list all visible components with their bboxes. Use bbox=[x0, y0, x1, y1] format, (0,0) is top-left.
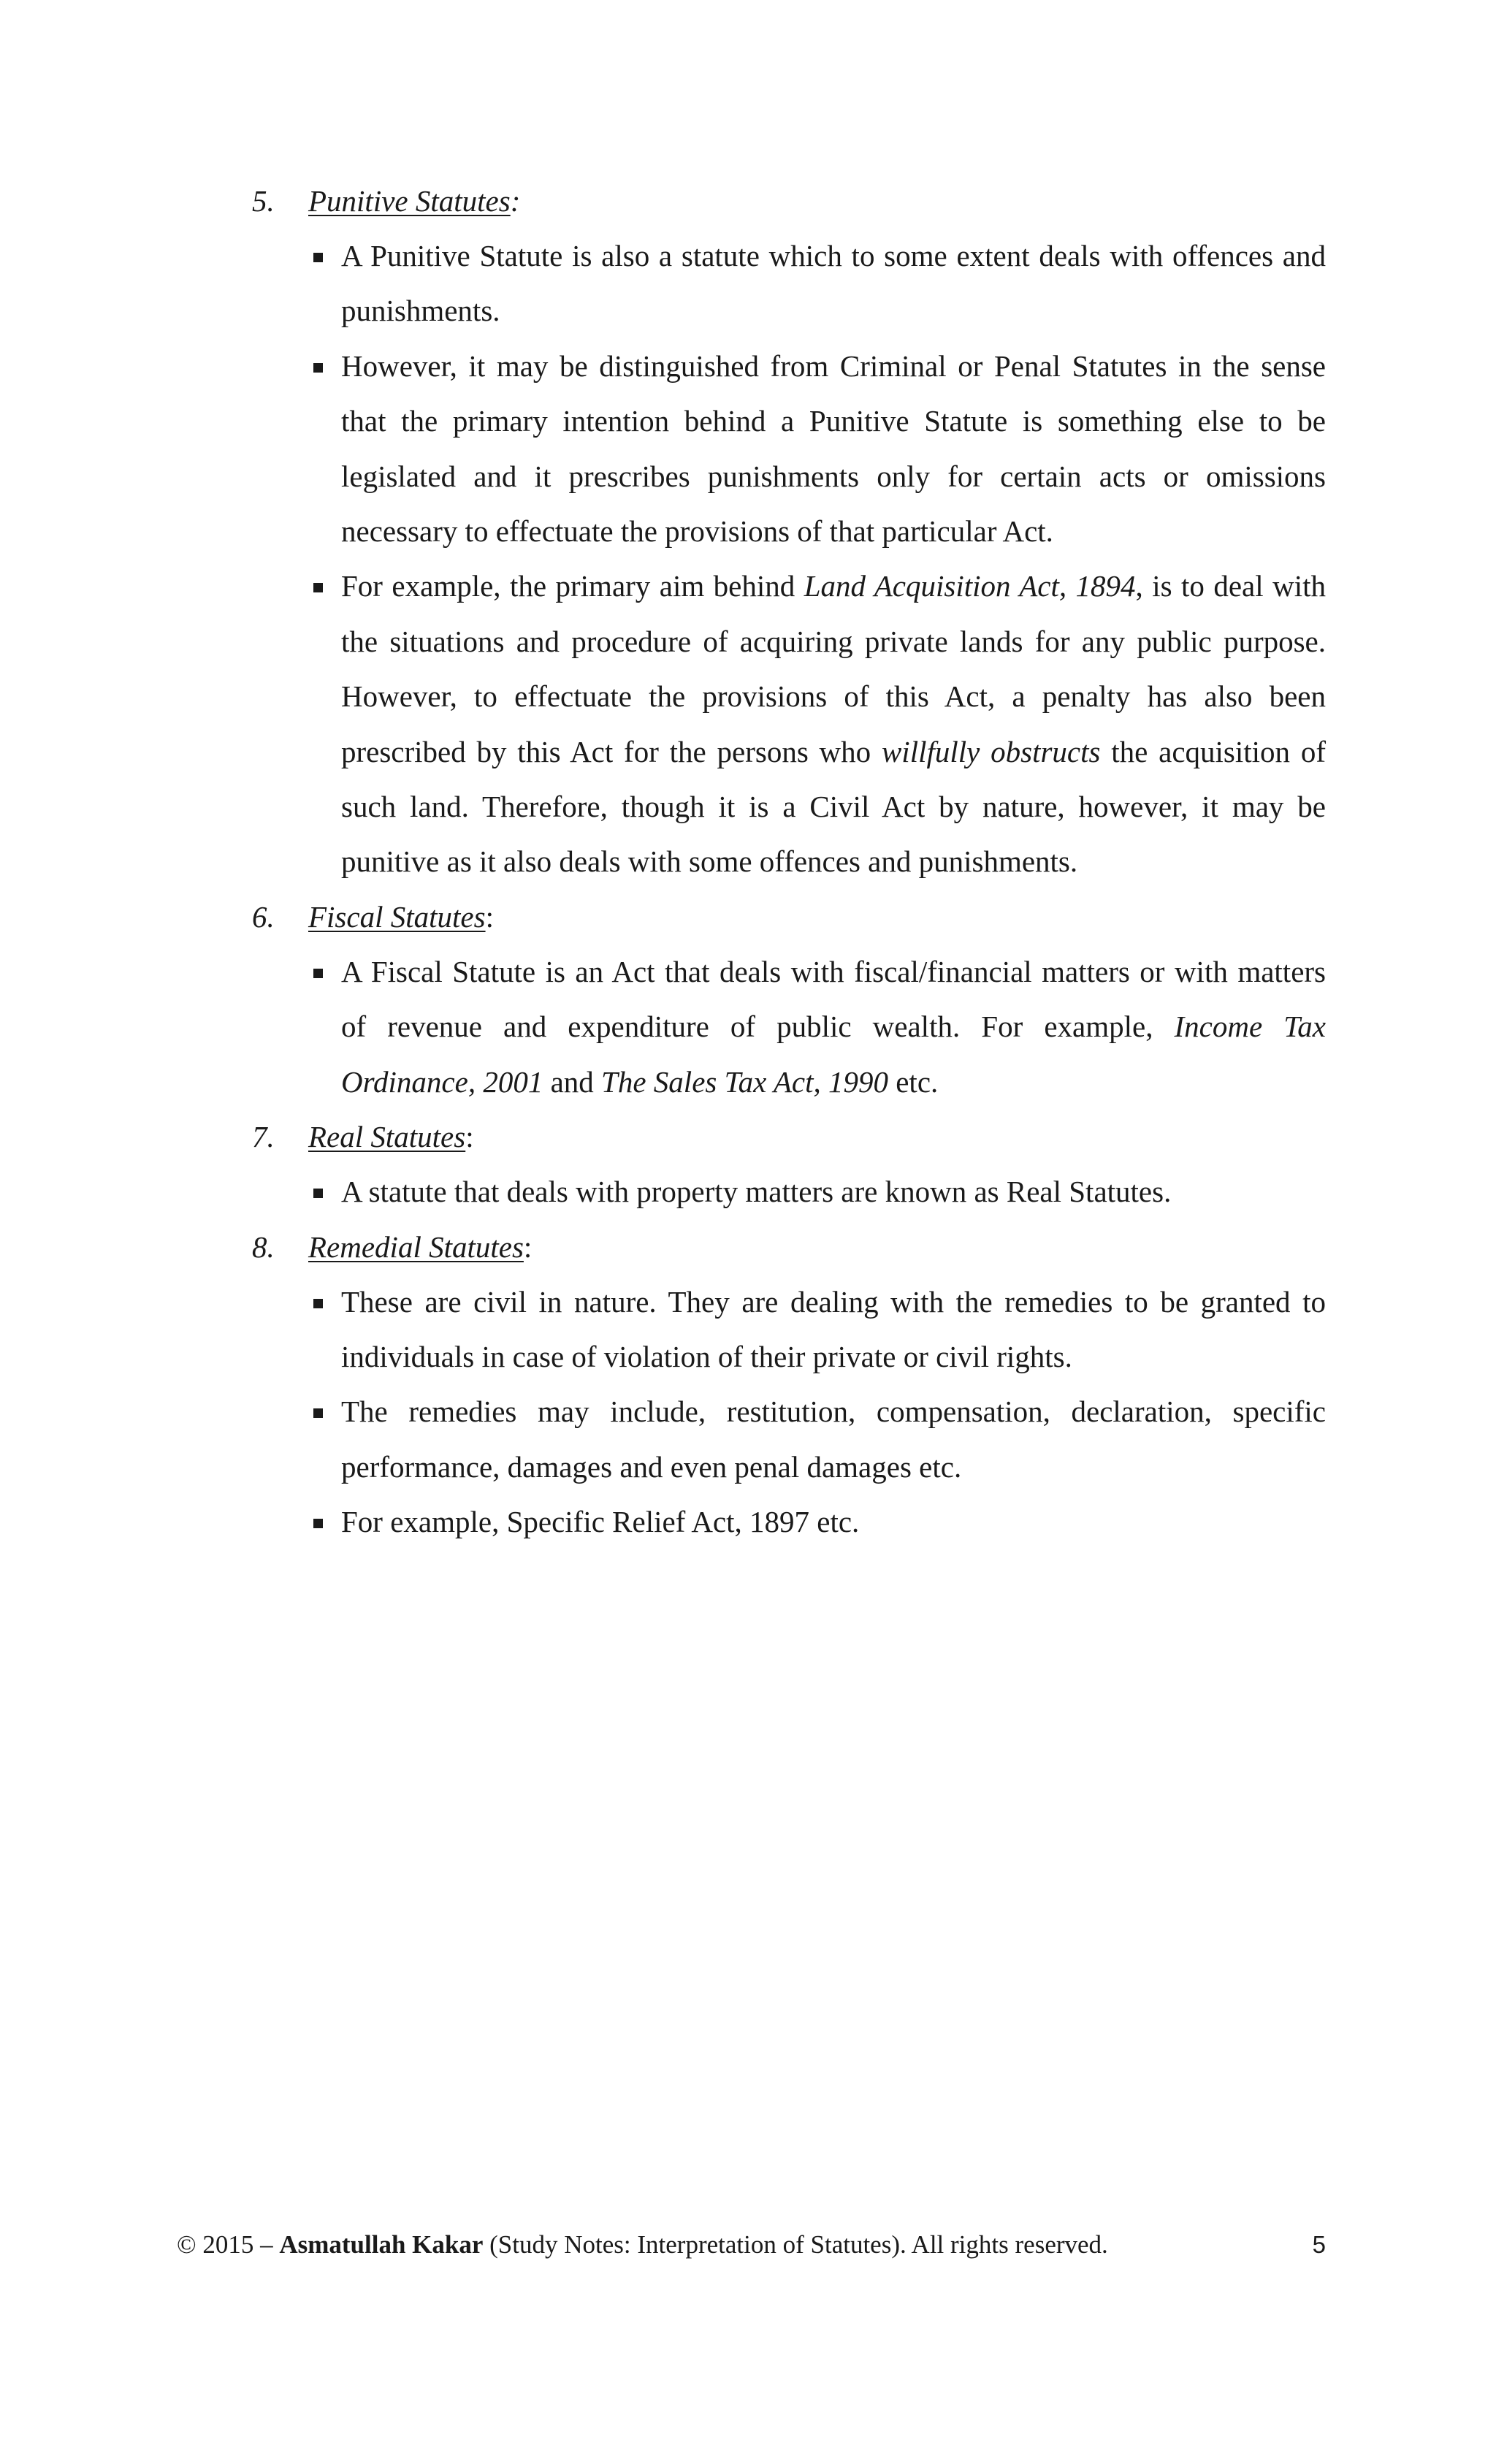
bullet-list bbox=[252, 229, 1326, 890]
bullet-item bbox=[252, 1495, 1326, 1549]
section-3 bbox=[252, 1110, 1326, 1219]
square-bullet-icon bbox=[313, 583, 323, 592]
bullet-text: etc. bbox=[888, 1064, 939, 1099]
section-title-colon: : bbox=[510, 184, 521, 218]
bullet-text: For example, the primary aim behind bbox=[341, 569, 804, 603]
italic-text: Income Tax Ordinance, 2001 bbox=[341, 1010, 1326, 1099]
section-4 bbox=[252, 1220, 1326, 1550]
section-number: 8. bbox=[252, 1229, 275, 1264]
section-title-colon: : bbox=[485, 899, 494, 934]
document-body bbox=[252, 174, 1326, 1550]
bullet-item bbox=[252, 559, 1326, 889]
italic-text: The Sales Tax Act, 1990 bbox=[601, 1064, 888, 1099]
bullet-item bbox=[252, 1164, 1326, 1219]
section-heading bbox=[252, 890, 1326, 945]
bullet-text: A Fiscal Statute is an Act that deals with fiscal/financial matters or with matters of revenue and expenditure of public wealth. For example, bbox=[341, 954, 1326, 1044]
bullet-item bbox=[252, 1275, 1326, 1385]
bullet-text: The remedies may include, restitution, compensation, declaration, specific performance, damages and even penal damages etc. bbox=[341, 1395, 1326, 1484]
section-title-colon: : bbox=[465, 1120, 474, 1154]
bullet-text: , is to deal with the situations and procedure of acquiring private lands for any public purpose. However, to effectuate the provisions of this Act, a penalty has also been prescribed by this Act for the persons who bbox=[341, 569, 1326, 768]
square-bullet-icon bbox=[313, 363, 323, 373]
bullet-text: A Punitive Statute is also a statute which to some extent deals with offences and punishments. bbox=[341, 239, 1326, 328]
section-number: 6. bbox=[252, 899, 275, 934]
bullet-text: A statute that deals with property matters are known as Real Statutes. bbox=[341, 1175, 1172, 1209]
page-number: 5 bbox=[1312, 2231, 1326, 2258]
bullet-list bbox=[252, 945, 1326, 1110]
section-title-colon: : bbox=[523, 1229, 533, 1264]
bullet-text: the acquisition of such land. Therefore, though it is a Civil Act by nature, however, it may be punitive as it also deals with some offences and punishments. bbox=[341, 734, 1326, 879]
section-number: 7. bbox=[252, 1120, 275, 1154]
bullet-item bbox=[252, 945, 1326, 1110]
bullet-text: These are civil in nature. They are dealing with the remedies to be granted to individuals in case of violation of their private or civil rights. bbox=[341, 1284, 1326, 1373]
section-1 bbox=[252, 174, 1326, 890]
footer-copyright bbox=[177, 2227, 1108, 2262]
italic-text: willfully obstructs bbox=[881, 734, 1101, 768]
page-footer bbox=[177, 2227, 1326, 2262]
square-bullet-icon bbox=[313, 253, 323, 262]
square-bullet-icon bbox=[313, 1299, 323, 1308]
section-title: Fiscal Statutes bbox=[308, 899, 486, 934]
square-bullet-icon bbox=[313, 1408, 323, 1418]
section-title: Punitive Statutes bbox=[308, 184, 511, 218]
square-bullet-icon bbox=[313, 1189, 323, 1198]
square-bullet-icon bbox=[313, 1519, 323, 1528]
bullet-item bbox=[252, 229, 1326, 339]
footer-copyright-prefix: © 2015 – bbox=[177, 2230, 280, 2259]
bullet-item bbox=[252, 1384, 1326, 1495]
italic-text: Land Acquisition Act, 1894 bbox=[804, 569, 1136, 603]
section-2 bbox=[252, 890, 1326, 1110]
section-heading bbox=[252, 1110, 1326, 1164]
footer-author: Asmatullah Kakar bbox=[279, 2230, 484, 2259]
section-title: Real Statutes bbox=[308, 1120, 466, 1154]
bullet-list bbox=[252, 1164, 1326, 1219]
bullet-text: and bbox=[543, 1064, 602, 1099]
section-number: 5. bbox=[252, 184, 275, 218]
square-bullet-icon bbox=[313, 969, 323, 978]
bullet-text: However, it may be distinguished from Criminal or Penal Statutes in the sense that the primary intention behind a Punitive Statute is something else to be legislated and it prescribes punishments only for certain acts or omissions necessary to effectuate the provisions of that particular Act. bbox=[341, 348, 1326, 549]
bullet-text: For example, Specific Relief Act, 1897 etc. bbox=[341, 1505, 860, 1539]
bullet-list bbox=[252, 1275, 1326, 1550]
bullet-item bbox=[252, 339, 1326, 560]
section-heading bbox=[252, 174, 1326, 229]
footer-suffix: (Study Notes: Interpretation of Statutes). All rights reserved. bbox=[483, 2230, 1108, 2259]
section-title: Remedial Statutes bbox=[308, 1229, 524, 1264]
section-heading bbox=[252, 1220, 1326, 1275]
